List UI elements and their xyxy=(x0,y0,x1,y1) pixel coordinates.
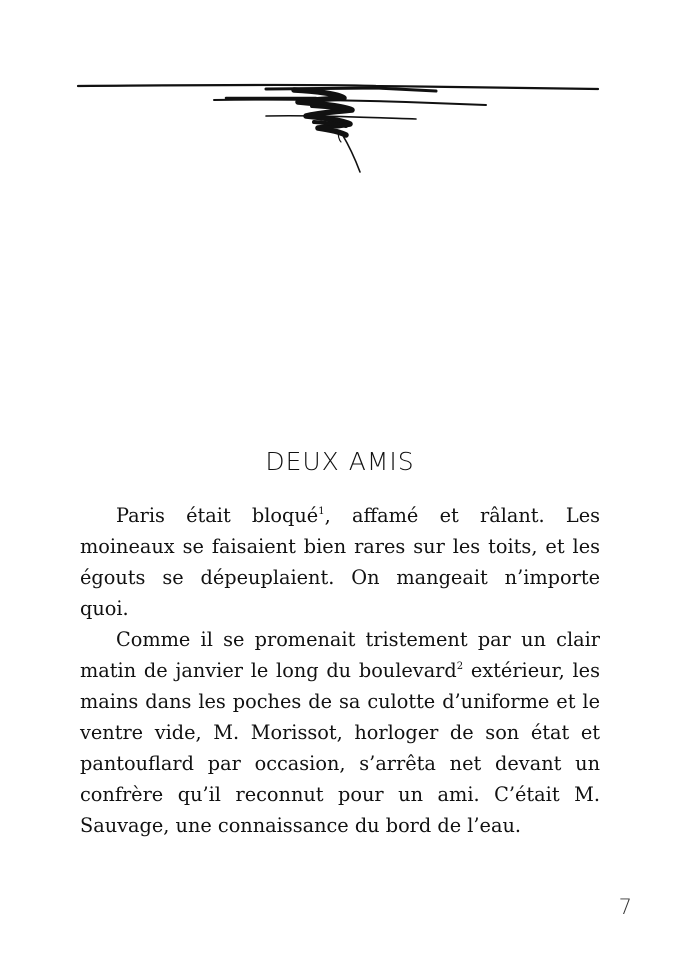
paragraph-text: , affamé et râlant. Les moineaux se faisaient bien rares sur les toits, et les égouts se dépeuplaient. On mangeait n’importe quoi. xyxy=(80,504,600,620)
chapter-title: DEUX AMIS xyxy=(265,447,415,476)
paragraph-text: Comme il se promenait tristement par un clair matin de janvier le long du boulevard xyxy=(80,628,600,682)
page-number: 7 xyxy=(618,895,632,919)
ink-brush-stroke-ornament-icon xyxy=(76,78,602,178)
paragraph xyxy=(80,500,600,624)
paragraph xyxy=(80,624,600,841)
footnote-marker[interactable]: 1 xyxy=(318,506,325,517)
paragraph-text: Paris était bloqué xyxy=(116,504,319,527)
footnote-marker[interactable]: 2 xyxy=(456,661,464,672)
paragraph-text: extérieur, les mains dans les poches de sa culotte d’uniforme et le ventre vide, M. Morissot, horloger de son état et pantouflard par occasion, s’arrêta net devant un confrère qu’il reconnut pour un ami. C’était M. Sauvage, une connaissance du bord de l’eau. xyxy=(80,659,600,837)
body-text xyxy=(80,500,600,841)
